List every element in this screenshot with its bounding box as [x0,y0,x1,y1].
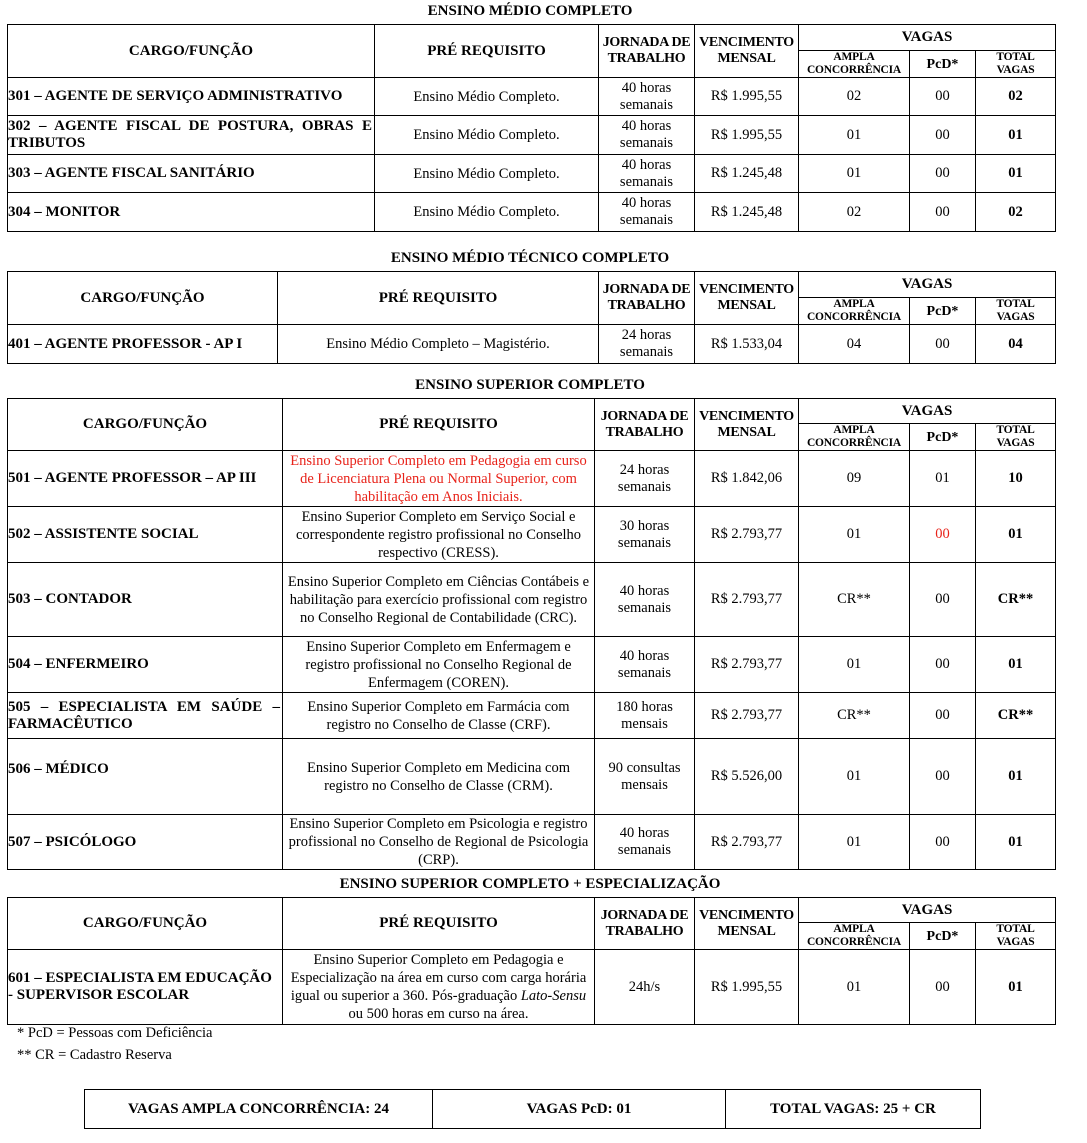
pcd-cell: 00 [910,155,976,193]
total-cell: 01 [976,637,1056,693]
requisito-cell: Ensino Superior Completo em Serviço Social e correspondente registro profissional no Conselho respectivo (CRESS). [283,507,595,563]
requisito-cell: Ensino Superior Completo em Medicina com registro no Conselho de Classe (CRM). [283,739,595,815]
vencimento-cell: R$ 2.793,77 [695,637,799,693]
pcd-cell: 00 [910,739,976,815]
vencimento-cell: R$ 1.995,55 [695,950,799,1025]
requisito-cell: Ensino Superior Completo em Farmácia com registro no Conselho de Classe (CRF). [283,693,595,739]
header-total: TOTAL VAGAS [976,51,1056,78]
requisito-text-a: Ensino Superior Completo em Pedagogia e Especialização na área em curso com carga horária igual ou superior a 360. Pós-graduação [290,952,587,1004]
vencimento-cell: R$ 1.245,48 [695,155,799,193]
vencimento-cell: R$ 2.793,77 [695,563,799,637]
section-title-superior: ENSINO SUPERIOR COMPLETO [415,377,645,393]
ampla-cell: 01 [799,739,910,815]
header-cargo: CARGO/FUNÇÃO [8,25,375,78]
jornada-cell: 24 horas semanais [595,451,695,507]
header-jornada: JORNADA DE TRABALHO [595,898,695,950]
table-row [8,78,1056,116]
table-row [8,815,1056,870]
table-row [8,693,1056,739]
header-pcd: PcD* [910,424,976,451]
table-row [8,507,1056,563]
table-row [8,637,1056,693]
ampla-cell: 01 [799,637,910,693]
pcd-cell: 00 [910,193,976,232]
total-cell: 01 [976,116,1056,155]
total-cell: 02 [976,78,1056,116]
header-vencimento: VENCIMENTO MENSAL [695,399,799,451]
vencimento-cell: R$ 2.793,77 [695,815,799,870]
header-requisito: PRÉ REQUISITO [278,272,599,325]
requisito-cell: Ensino Médio Completo. [375,116,599,155]
note-pcd: * PcD = Pessoas com Deficiência [17,1025,213,1041]
pcd-cell: 00 [910,325,976,364]
pcd-cell: 00 [910,693,976,739]
table-row [8,739,1056,815]
header-vagas: VAGAS [799,272,1056,298]
summary-pcd: VAGAS PcD: 01 [433,1090,726,1129]
jornada-cell: 40 horas semanais [595,815,695,870]
header-total: TOTAL VAGAS [976,298,1056,325]
header-requisito: PRÉ REQUISITO [375,25,599,78]
section-title-especializacao: ENSINO SUPERIOR COMPLETO + ESPECIALIZAÇÃO [339,876,721,892]
requisito-cell [283,950,595,1025]
total-cell: 01 [976,155,1056,193]
vencimento-cell: R$ 2.793,77 [695,693,799,739]
requisito-cell: Ensino Médio Completo. [375,155,599,193]
header-jornada: JORNADA DE TRABALHO [599,272,695,325]
pcd-cell: 00 [910,815,976,870]
header-total: TOTAL VAGAS [976,424,1056,451]
total-cell: 01 [976,739,1056,815]
cargo-cell: 502 – ASSISTENTE SOCIAL [8,507,283,563]
vencimento-cell: R$ 5.526,00 [695,739,799,815]
section-title-tecnico: ENSINO MÉDIO TÉCNICO COMPLETO [390,250,670,266]
jornada-cell: 180 horas mensais [595,693,695,739]
header-cargo: CARGO/FUNÇÃO [8,272,278,325]
total-cell: 01 [976,950,1056,1025]
jornada-cell: 40 horas semanais [595,637,695,693]
cargo-cell: 506 – MÉDICO [8,739,283,815]
vencimento-cell: R$ 1.245,48 [695,193,799,232]
pcd-cell: 01 [910,451,976,507]
summary-ampla: VAGAS AMPLA CONCORRÊNCIA: 24 [85,1090,433,1129]
requisito-cell: Ensino Superior Completo em Pedagogia em curso de Licenciatura Plena ou Normal Superior, com habilitação em Anos Iniciais. [283,451,595,507]
ampla-cell: 04 [799,325,910,364]
section-title-medio: ENSINO MÉDIO COMPLETO [427,3,633,19]
table-row [8,325,1056,364]
header-vencimento: VENCIMENTO MENSAL [695,272,799,325]
pcd-cell: 00 [910,116,976,155]
table-row [8,451,1056,507]
table-row [8,116,1056,155]
header-pcd: PcD* [910,298,976,325]
header-vagas: VAGAS [799,898,1056,923]
requisito-text-b: ou 500 horas em curso na área. [348,1006,529,1022]
jornada-cell: 40 horas semanais [599,193,695,232]
header-vagas: VAGAS [799,25,1056,51]
jornada-cell: 90 consultas mensais [595,739,695,815]
header-ampla: AMPLA CONCORRÊNCIA [799,298,910,325]
cargo-cell: 302 – AGENTE FISCAL DE POSTURA, OBRAS E TRIBUTOS [8,116,375,155]
table-medio [7,24,1056,232]
cargo-cell: 304 – MONITOR [8,193,375,232]
header-ampla: AMPLA CONCORRÊNCIA [799,923,910,950]
header-ampla: AMPLA CONCORRÊNCIA [799,51,910,78]
vencimento-cell: R$ 1.842,06 [695,451,799,507]
vencimento-cell: R$ 2.793,77 [695,507,799,563]
jornada-cell: 24h/s [595,950,695,1025]
header-total: TOTAL VAGAS [976,923,1056,950]
ampla-cell: 01 [799,507,910,563]
pcd-cell: 00 [910,637,976,693]
header-vencimento: VENCIMENTO MENSAL [695,25,799,78]
header-requisito: PRÉ REQUISITO [283,399,595,451]
summary-total: TOTAL VAGAS: 25 + CR [726,1090,981,1129]
table-tecnico [7,271,1056,364]
cargo-cell: 601 – ESPECIALISTA EM EDUCAÇÃO - SUPERVISOR ESCOLAR [8,950,283,1025]
requisito-cell: Ensino Superior Completo em Ciências Contábeis e habilitação para exercício profissional com registro no Conselho Regional de Contabilidade (CRC). [283,563,595,637]
cargo-cell: 501 – AGENTE PROFESSOR – AP III [8,451,283,507]
note-cr: ** CR = Cadastro Reserva [17,1047,172,1063]
total-cell: 01 [976,507,1056,563]
pcd-cell: 00 [910,78,976,116]
jornada-cell: 40 horas semanais [599,116,695,155]
vencimento-cell: R$ 1.533,04 [695,325,799,364]
ampla-cell: CR** [799,563,910,637]
cargo-cell: 504 – ENFERMEIRO [8,637,283,693]
table-superior [7,398,1056,870]
total-cell: 04 [976,325,1056,364]
header-vagas: VAGAS [799,399,1056,424]
header-ampla: AMPLA CONCORRÊNCIA [799,424,910,451]
ampla-cell: 02 [799,193,910,232]
total-cell: 02 [976,193,1056,232]
ampla-cell: 01 [799,155,910,193]
header-requisito: PRÉ REQUISITO [283,898,595,950]
header-cargo: CARGO/FUNÇÃO [8,399,283,451]
requisito-cell: Ensino Superior Completo em Psicologia e registro profissional no Conselho de Regional de Psicologia (CRP). [283,815,595,870]
table-row [8,155,1056,193]
table-row [8,563,1056,637]
cargo-cell: 503 – CONTADOR [8,563,283,637]
ampla-cell: 01 [799,950,910,1025]
vencimento-cell: R$ 1.995,55 [695,116,799,155]
ampla-cell: 01 [799,815,910,870]
total-cell: CR** [976,563,1056,637]
pcd-cell: 00 [910,950,976,1025]
jornada-cell: 40 horas semanais [599,155,695,193]
total-cell: 10 [976,451,1056,507]
pcd-cell: 00 [910,563,976,637]
summary-box [84,1089,981,1129]
table-row [8,193,1056,232]
ampla-cell: CR** [799,693,910,739]
ampla-cell: 01 [799,116,910,155]
requisito-cell: Ensino Médio Completo. [375,78,599,116]
header-cargo: CARGO/FUNÇÃO [8,898,283,950]
jornada-cell: 40 horas semanais [599,78,695,116]
ampla-cell: 02 [799,78,910,116]
jornada-cell: 40 horas semanais [595,563,695,637]
header-jornada: JORNADA DE TRABALHO [599,25,695,78]
requisito-text-italic: Lato-Sensu [520,988,587,1004]
cargo-cell: 401 – AGENTE PROFESSOR - AP I [8,325,278,364]
total-cell: CR** [976,693,1056,739]
pcd-cell: 00 [910,507,976,563]
header-pcd: PcD* [910,51,976,78]
table-especializacao [7,897,1056,1025]
vencimento-cell: R$ 1.995,55 [695,78,799,116]
jornada-cell: 24 horas semanais [599,325,695,364]
cargo-cell: 505 – ESPECIALISTA EM SAÚDE – FARMACÊUTICO [8,693,283,739]
table-row [8,950,1056,1025]
cargo-cell: 303 – AGENTE FISCAL SANITÁRIO [8,155,375,193]
requisito-cell: Ensino Médio Completo. [375,193,599,232]
header-pcd: PcD* [910,923,976,950]
jornada-cell: 30 horas semanais [595,507,695,563]
total-cell: 01 [976,815,1056,870]
cargo-cell: 301 – AGENTE DE SERVIÇO ADMINISTRATIVO [8,78,375,116]
ampla-cell: 09 [799,451,910,507]
requisito-cell: Ensino Médio Completo – Magistério. [278,325,599,364]
header-vencimento: VENCIMENTO MENSAL [695,898,799,950]
cargo-cell: 507 – PSICÓLOGO [8,815,283,870]
requisito-cell: Ensino Superior Completo em Enfermagem e registro profissional no Conselho Regional de Enfermagem (COREN). [283,637,595,693]
header-jornada: JORNADA DE TRABALHO [595,399,695,451]
